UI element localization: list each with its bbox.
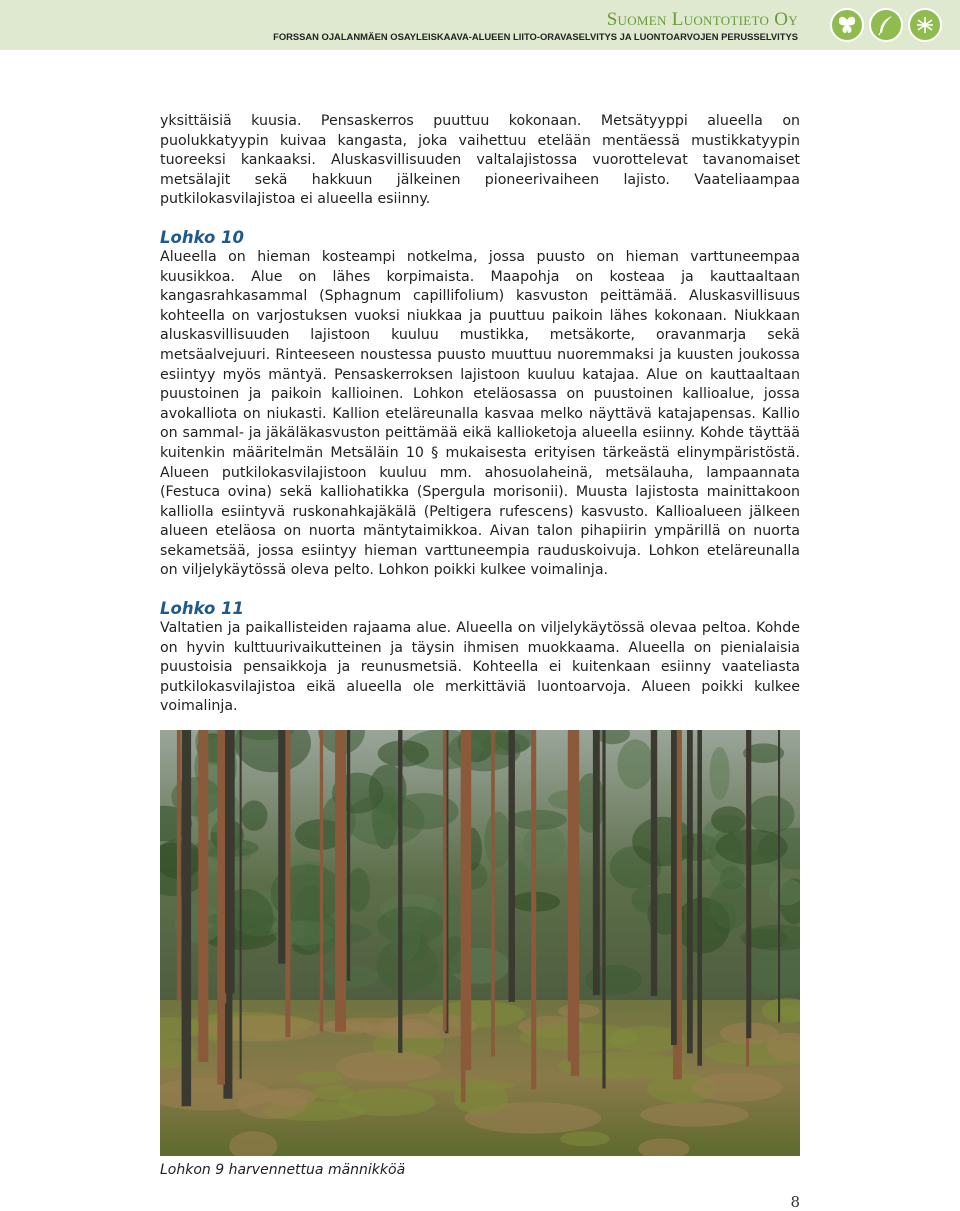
lohko-11-heading: Lohko 11 — [160, 599, 245, 619]
lohko-10-paragraph: Alueella on hieman kosteampi notkelma, jossa puusto on hieman varttuneempaa kuusikkoa. Alue on lähes korpimaista. Maapohja on kosteaa ja kauttaaltaan kangasrahkasammal (Sphagnum capillifolium) kasvuston peittämää. Aluskasvillisuus kohteella on varjostuksen vuoksi niukkaa ja puuttuu paikoin lähes kokonaan. Niukkaan aluskasvillisuuden lajistoon kuuluu mustikka, metsäkorte, oravanmarja sekä metsäalvejuuri. Rinteeseen noustessa puusto muuttuu nuoremmaksi ja kuusten joukossa esiintyy myös mäntyä. Pensaskerroksen lajistoon kuuluu katajaa. Alue on kauttaaltaan puustoinen ja paikoin kallioinen. Lohkon eteläosassa on puustoinen kallioalue, jossa avokalliota on niukasti. Kallion eteläreunalla kasvaa melko näyttävä katajapensas. Kallio on sammal- ja jäkäläkasvuston peittämää eikä kallioketoja alueella esiinny. Kohde täyttää kuitenkin määritelmän Metsäläin 10 § mukaisesta erityisen tärkeästä elinympäristöstä. Alueen putkilokasvilajistoon kuuluu mm. ahosuolaheinä, metsälauha, lampaannata (Festuca ovina) sekä kalliohatikka (Spergula morisonii). Muusta lajistosta mainittakoon kalliolla esiintyvä ruskonahkajäkälä (Peltigera rufescens) kasvusto. Kallioalueen jälkeen alueen eteläosa on nuorta mäntytaimikkoa. Aivan talon pihapiirin ympärillä on nuorta sekametsää, jossa esiintyy hieman varttuneempia rauduskoivuja. Lohkon eteläreunalla on viljelykäytössä oleva pelto. Lohkon poikki kulkee voimalinja. — [160, 248, 800, 579]
header-band — [0, 0, 960, 50]
lohko-10-heading: Lohko 10 — [160, 227, 245, 247]
photo-caption: Lohkon 9 harvennettua männikköä — [160, 1162, 406, 1178]
company-name: Suomen Luontotieto Oy — [606, 9, 798, 30]
feather-icon — [869, 8, 903, 42]
intro-paragraph: yksittäisiä kuusia. Pensaskerros puuttuu kokonaan. Metsätyyppi alueella on puolukkatyypin kuivaa kangasta, joka vaihettuu etelään mentäessä mustikkatyypin tuoreeksi kankaaksi. Aluskasvillisuuden valtalajistossa vuorottelevat tavanomaiset metsälajit sekä hakkuun jälkeinen pioneerivaiheen lajisto. Vaateliaampaa putkilokasvilajistoa ei alueella esiinny. — [160, 113, 800, 208]
report-title: FORSSAN OJALANMÄEN OSAYLEISKAAVA-ALUEEN LIITO-ORAVASELVITYS JA LUONTOARVOJEN PERUSSELVITYS — [273, 31, 798, 42]
page-number: 8 — [790, 1193, 800, 1211]
lohko-11-paragraph: Valtatien ja paikallisteiden rajaama alue. Alueella on viljelykäytössä olevaa peltoa. Kohde on hyvin kulttuurivaikutteinen ja täysin ihmisen muokkaama. Alueella on pienialaisia puustoisia pensaikkoja ja reunusmetsiä. Kohteella ei kuitenkaan esiinny vaateliasta putkilokasvilajistoa eikä alueella ole merkittäviä luontoarvoja. Alueen poikki kulkee voimalinja. — [160, 620, 800, 715]
butterfly-icon — [830, 8, 864, 42]
logo-group — [830, 8, 942, 42]
plant-icon — [908, 8, 942, 42]
forest-photo — [160, 730, 800, 1156]
body-text — [160, 112, 800, 717]
